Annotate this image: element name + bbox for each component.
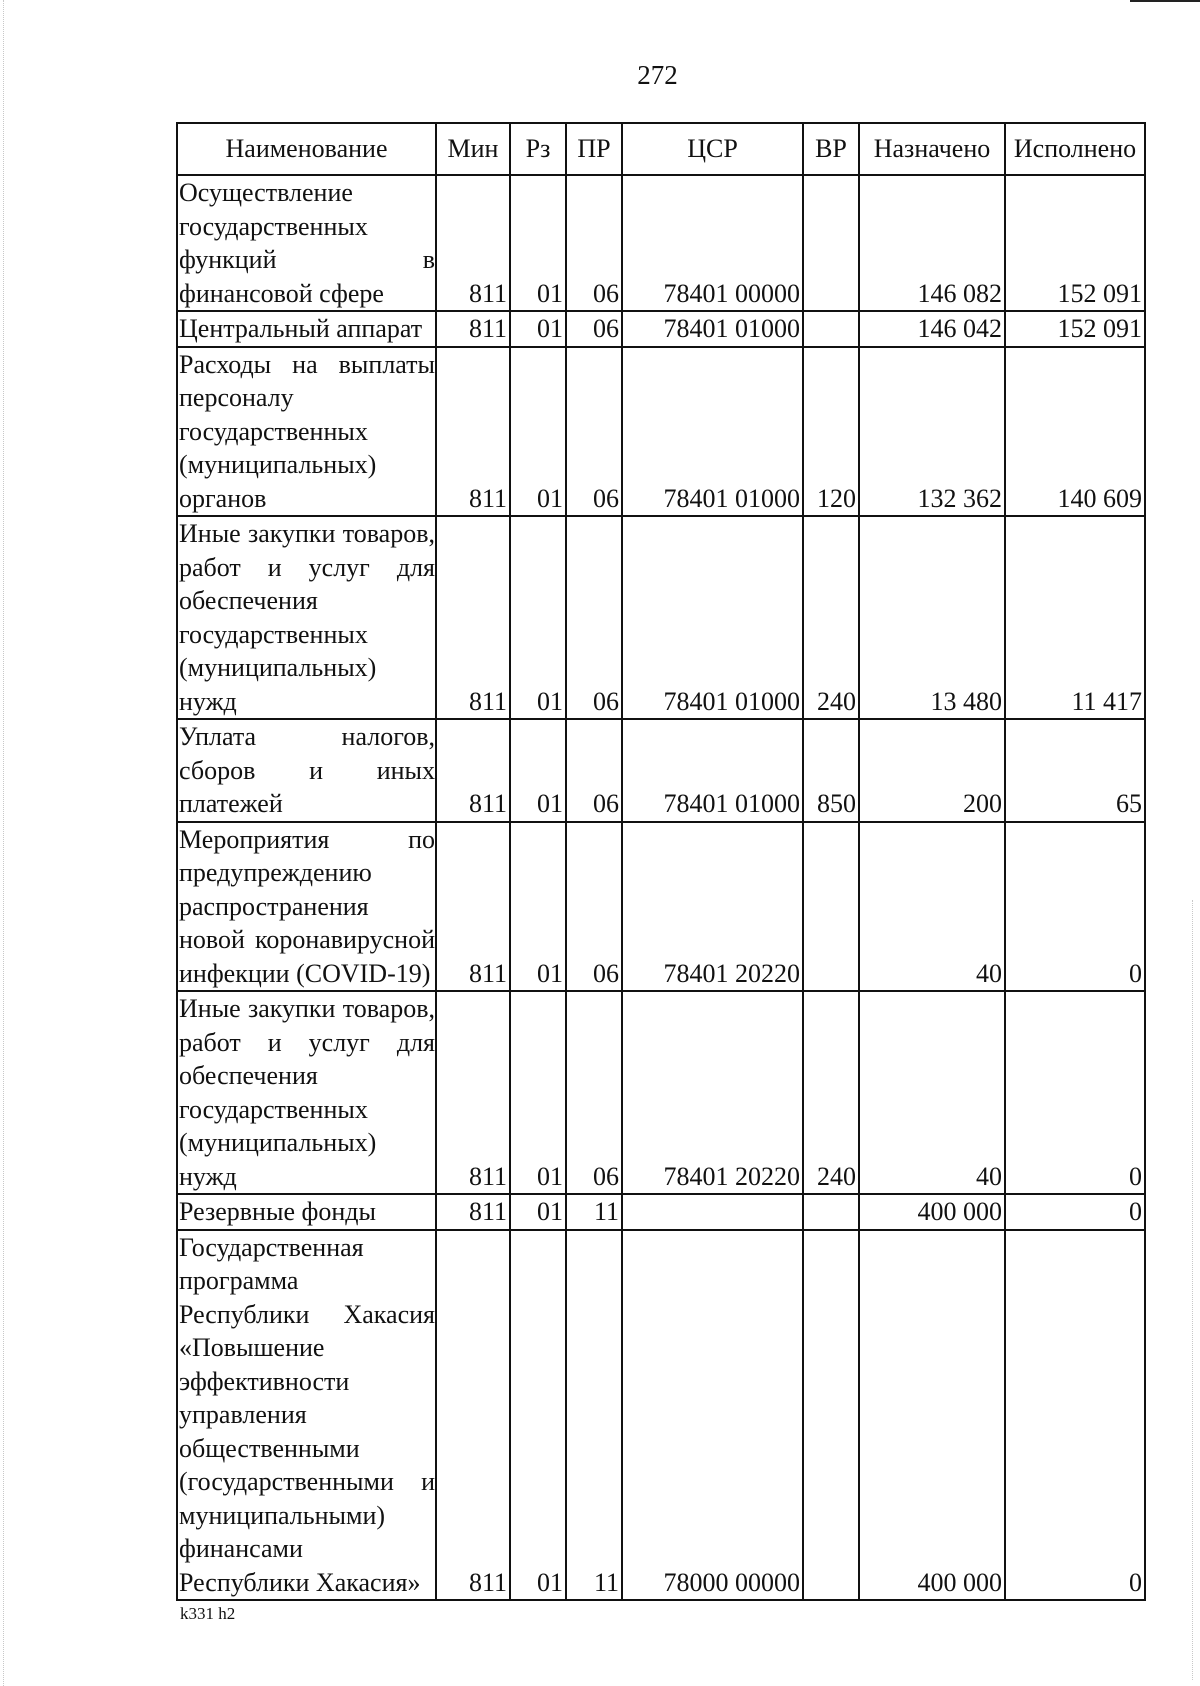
cell-name: Мероприятия по предупреждению распространения новой коронавирусной инфекции (COVID-19): [177, 822, 436, 992]
table-body: [177, 175, 1145, 1600]
cell-assigned: 200: [859, 719, 1005, 822]
cell-vr: [803, 822, 859, 992]
cell-assigned: 400 000: [859, 1194, 1005, 1230]
cell-executed: 11 417: [1005, 516, 1145, 719]
cell-pr: 11: [566, 1230, 622, 1601]
cell-rz: 01: [510, 1230, 566, 1601]
header-name: Наименование: [177, 123, 436, 175]
cell-executed: 152 091: [1005, 175, 1145, 311]
cell-min: 811: [436, 822, 510, 992]
cell-csr: 78401 01000: [622, 311, 803, 347]
cell-name: Уплата налогов, сборов и иных платежей: [177, 719, 436, 822]
cell-csr: 78401 01000: [622, 347, 803, 517]
cell-vr: 850: [803, 719, 859, 822]
cell-min: 811: [436, 719, 510, 822]
cell-pr: 06: [566, 991, 622, 1194]
cell-pr: 06: [566, 822, 622, 992]
cell-pr: 06: [566, 311, 622, 347]
scan-edge-left: [3, 0, 5, 1686]
cell-executed: 65: [1005, 719, 1145, 822]
cell-rz: 01: [510, 347, 566, 517]
cell-rz: 01: [510, 991, 566, 1194]
table-row: [177, 347, 1145, 517]
cell-assigned: 13 480: [859, 516, 1005, 719]
cell-min: 811: [436, 311, 510, 347]
cell-rz: 01: [510, 719, 566, 822]
cell-min: 811: [436, 516, 510, 719]
cell-csr: 78401 01000: [622, 516, 803, 719]
cell-executed: 140 609: [1005, 347, 1145, 517]
cell-name: Резервные фонды: [177, 1194, 436, 1230]
table-row: [177, 311, 1145, 347]
cell-vr: [803, 311, 859, 347]
footer-code: k331 h2: [180, 1604, 236, 1623]
table-row: [177, 991, 1145, 1194]
header-pr: ПР: [566, 123, 622, 175]
header-executed: Исполнено: [1005, 123, 1145, 175]
cell-assigned: 146 082: [859, 175, 1005, 311]
header-csr: ЦСР: [622, 123, 803, 175]
cell-vr: 240: [803, 991, 859, 1194]
cell-assigned: 400 000: [859, 1230, 1005, 1601]
header-min: Мин: [436, 123, 510, 175]
cell-executed: 0: [1005, 822, 1145, 992]
table-row: [177, 1194, 1145, 1230]
cell-pr: 06: [566, 719, 622, 822]
cell-vr: 240: [803, 516, 859, 719]
table-header-row: [177, 123, 1145, 175]
cell-assigned: 40: [859, 822, 1005, 992]
cell-vr: [803, 175, 859, 311]
cell-rz: 01: [510, 822, 566, 992]
cell-min: 811: [436, 1194, 510, 1230]
cell-name: Осуществление государственных функций в финансовой сфере: [177, 175, 436, 311]
header-rz: Рз: [510, 123, 566, 175]
cell-assigned: 40: [859, 991, 1005, 1194]
cell-vr: 120: [803, 347, 859, 517]
cell-name: Центральный аппарат: [177, 311, 436, 347]
cell-min: 811: [436, 1230, 510, 1601]
cell-min: 811: [436, 347, 510, 517]
cell-rz: 01: [510, 175, 566, 311]
cell-pr: 06: [566, 516, 622, 719]
cell-pr: 11: [566, 1194, 622, 1230]
cell-assigned: 146 042: [859, 311, 1005, 347]
cell-min: 811: [436, 991, 510, 1194]
cell-name: Иные закупки товаров, работ и услуг для обеспечения государственных (муниципальных) нужд: [177, 991, 436, 1194]
header-assigned: Назначено: [859, 123, 1005, 175]
cell-csr: 78401 20220: [622, 991, 803, 1194]
header-vr: ВР: [803, 123, 859, 175]
table-row: [177, 719, 1145, 822]
cell-min: 811: [436, 175, 510, 311]
cell-executed: 0: [1005, 1230, 1145, 1601]
cell-executed: 0: [1005, 1194, 1145, 1230]
cell-rz: 01: [510, 311, 566, 347]
cell-pr: 06: [566, 175, 622, 311]
cell-assigned: 132 362: [859, 347, 1005, 517]
cell-csr: [622, 1194, 803, 1230]
scan-edge-right: [1192, 900, 1194, 1680]
cell-executed: 152 091: [1005, 311, 1145, 347]
cell-vr: [803, 1194, 859, 1230]
table-row: [177, 516, 1145, 719]
cell-name: Расходы на выплаты персоналу государственных (муниципальных) органов: [177, 347, 436, 517]
cell-vr: [803, 1230, 859, 1601]
cell-csr: 78401 20220: [622, 822, 803, 992]
page-number: 272: [637, 60, 678, 90]
table-row: [177, 822, 1145, 992]
cell-rz: 01: [510, 1194, 566, 1230]
table-row: [177, 175, 1145, 311]
cell-rz: 01: [510, 516, 566, 719]
cell-executed: 0: [1005, 991, 1145, 1194]
cell-name: Государственная программа Республики Хакасия «Повышение эффективности управления общественными (государственными и муниципальными) финансами Республики Хакасия»: [177, 1230, 436, 1601]
cell-name: Иные закупки товаров, работ и услуг для обеспечения государственных (муниципальных) нужд: [177, 516, 436, 719]
budget-table: [176, 122, 1146, 1601]
scan-artifact-line: [1130, 0, 1200, 2]
table-row: [177, 1230, 1145, 1601]
cell-csr: 78401 00000: [622, 175, 803, 311]
cell-csr: 78000 00000: [622, 1230, 803, 1601]
cell-pr: 06: [566, 347, 622, 517]
cell-csr: 78401 01000: [622, 719, 803, 822]
